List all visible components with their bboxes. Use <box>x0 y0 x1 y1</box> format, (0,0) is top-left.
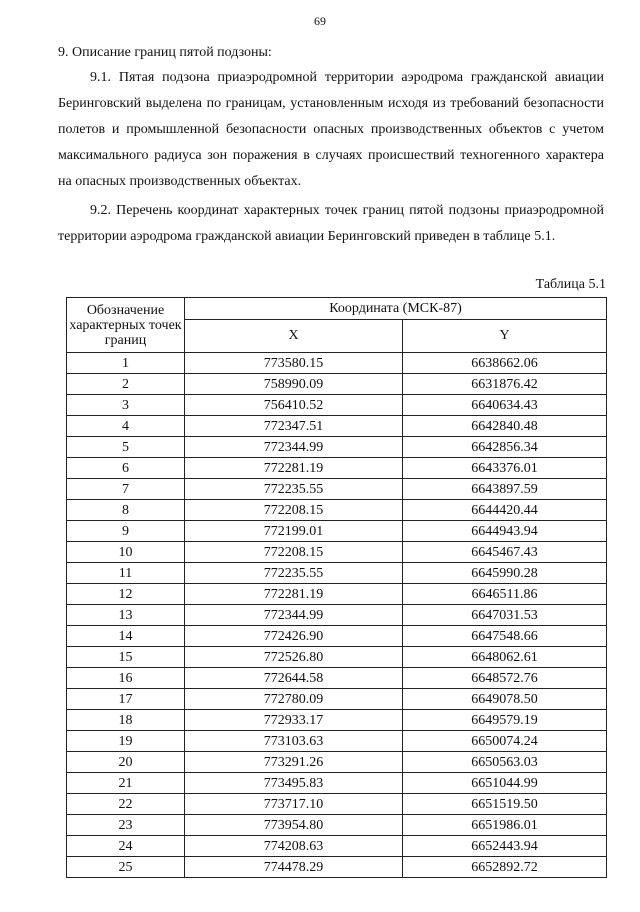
table-row <box>67 416 607 437</box>
x-coordinate-cell: 772235.55 <box>185 563 403 584</box>
point-number-cell: 9 <box>67 521 185 542</box>
y-coordinate-cell: 6645467.43 <box>403 542 607 563</box>
y-coordinate-cell: 6651519.50 <box>403 794 607 815</box>
header-y: Y <box>403 320 607 353</box>
y-coordinate-cell: 6648572.76 <box>403 668 607 689</box>
x-coordinate-cell: 772208.15 <box>185 500 403 521</box>
point-number-cell: 21 <box>67 773 185 794</box>
y-coordinate-cell: 6643376.01 <box>403 458 607 479</box>
table-caption: Таблица 5.1 <box>535 277 606 292</box>
x-coordinate-cell: 772347.51 <box>185 416 403 437</box>
y-coordinate-cell: 6644943.94 <box>403 521 607 542</box>
x-coordinate-cell: 772780.09 <box>185 689 403 710</box>
table-row <box>67 395 607 416</box>
x-coordinate-cell: 772426.90 <box>185 626 403 647</box>
point-number-cell: 19 <box>67 731 185 752</box>
y-coordinate-cell: 6642840.48 <box>403 416 607 437</box>
table-row <box>67 815 607 836</box>
x-coordinate-cell: 772644.58 <box>185 668 403 689</box>
point-number-cell: 13 <box>67 605 185 626</box>
table-row <box>67 374 607 395</box>
point-number-cell: 4 <box>67 416 185 437</box>
table-row <box>67 857 607 878</box>
x-coordinate-cell: 772933.17 <box>185 710 403 731</box>
point-number-cell: 24 <box>67 836 185 857</box>
x-coordinate-cell: 772526.80 <box>185 647 403 668</box>
x-coordinate-cell: 772281.19 <box>185 458 403 479</box>
table-row <box>67 794 607 815</box>
point-number-cell: 1 <box>67 353 185 374</box>
point-number-cell: 8 <box>67 500 185 521</box>
header-point-label: Обозначение характерных точек границ <box>67 298 185 353</box>
table-row <box>67 542 607 563</box>
point-number-cell: 3 <box>67 395 185 416</box>
point-number-cell: 23 <box>67 815 185 836</box>
y-coordinate-cell: 6650563.03 <box>403 752 607 773</box>
x-coordinate-cell: 773495.83 <box>185 773 403 794</box>
coordinates-table-body <box>67 353 607 878</box>
table-row <box>67 668 607 689</box>
y-coordinate-cell: 6649078.50 <box>403 689 607 710</box>
table-row <box>67 752 607 773</box>
y-coordinate-cell: 6644420.44 <box>403 500 607 521</box>
x-coordinate-cell: 772344.99 <box>185 437 403 458</box>
point-number-cell: 5 <box>67 437 185 458</box>
point-number-cell: 22 <box>67 794 185 815</box>
x-coordinate-cell: 772235.55 <box>185 479 403 500</box>
page-number: 69 <box>314 14 326 28</box>
table-row <box>67 437 607 458</box>
y-coordinate-cell: 6646511.86 <box>403 584 607 605</box>
y-coordinate-cell: 6652892.72 <box>403 857 607 878</box>
x-coordinate-cell: 773580.15 <box>185 353 403 374</box>
point-number-cell: 2 <box>67 374 185 395</box>
y-coordinate-cell: 6649579.19 <box>403 710 607 731</box>
y-coordinate-cell: 6650074.24 <box>403 731 607 752</box>
coordinates-table <box>66 297 607 878</box>
point-number-cell: 17 <box>67 689 185 710</box>
x-coordinate-cell: 774208.63 <box>185 836 403 857</box>
y-coordinate-cell: 6643897.59 <box>403 479 607 500</box>
point-number-cell: 15 <box>67 647 185 668</box>
x-coordinate-cell: 774478.29 <box>185 857 403 878</box>
y-coordinate-cell: 6645990.28 <box>403 563 607 584</box>
y-coordinate-cell: 6651044.99 <box>403 773 607 794</box>
table-row <box>67 626 607 647</box>
y-coordinate-cell: 6647548.66 <box>403 626 607 647</box>
y-coordinate-cell: 6651986.01 <box>403 815 607 836</box>
x-coordinate-cell: 756410.52 <box>185 395 403 416</box>
x-coordinate-cell: 772281.19 <box>185 584 403 605</box>
x-coordinate-cell: 773717.10 <box>185 794 403 815</box>
table-row <box>67 353 607 374</box>
table-row <box>67 605 607 626</box>
point-number-cell: 16 <box>67 668 185 689</box>
section-heading: 9. Описание границ пятой подзоны: <box>58 45 272 60</box>
x-coordinate-cell: 772208.15 <box>185 542 403 563</box>
x-coordinate-cell: 772199.01 <box>185 521 403 542</box>
point-number-cell: 11 <box>67 563 185 584</box>
table-row <box>67 689 607 710</box>
y-coordinate-cell: 6648062.61 <box>403 647 607 668</box>
table-row <box>67 500 607 521</box>
table-row <box>67 458 607 479</box>
point-number-cell: 7 <box>67 479 185 500</box>
table-row <box>67 773 607 794</box>
y-coordinate-cell: 6647031.53 <box>403 605 607 626</box>
x-coordinate-cell: 773954.80 <box>185 815 403 836</box>
header-coordinate-system: Координата (МСК-87) <box>185 298 607 320</box>
x-coordinate-cell: 773103.63 <box>185 731 403 752</box>
x-coordinate-cell: 773291.26 <box>185 752 403 773</box>
table-row <box>67 521 607 542</box>
table-row <box>67 647 607 668</box>
point-number-cell: 25 <box>67 857 185 878</box>
point-number-cell: 12 <box>67 584 185 605</box>
point-number-cell: 14 <box>67 626 185 647</box>
paragraph-9-1: 9.1. Пятая подзона приаэродромной территории аэродрома гражданской авиации Беринговский выделена по границам, установленным исходя из требований безопасности полетов и промышленной безопасности опасных производственных объектов с учетом максимального радиуса зон поражения в случаях происшествий техногенного характера на опасных производственных объектах. <box>58 70 604 189</box>
header-x: X <box>185 320 403 353</box>
y-coordinate-cell: 6631876.42 <box>403 374 607 395</box>
table-row <box>67 710 607 731</box>
point-number-cell: 20 <box>67 752 185 773</box>
x-coordinate-cell: 758990.09 <box>185 374 403 395</box>
table-row <box>67 479 607 500</box>
table-row <box>67 731 607 752</box>
point-number-cell: 10 <box>67 542 185 563</box>
y-coordinate-cell: 6652443.94 <box>403 836 607 857</box>
y-coordinate-cell: 6640634.43 <box>403 395 607 416</box>
y-coordinate-cell: 6642856.34 <box>403 437 607 458</box>
y-coordinate-cell: 6638662.06 <box>403 353 607 374</box>
point-number-cell: 6 <box>67 458 185 479</box>
point-number-cell: 18 <box>67 710 185 731</box>
table-row <box>67 563 607 584</box>
paragraph-9-2: 9.2. Перечень координат характерных точек границ пятой подзоны приаэродромной территории аэродрома гражданской авиации Беринговский приведен в таблице 5.1. <box>58 203 604 244</box>
table-row <box>67 584 607 605</box>
table-row <box>67 836 607 857</box>
x-coordinate-cell: 772344.99 <box>185 605 403 626</box>
